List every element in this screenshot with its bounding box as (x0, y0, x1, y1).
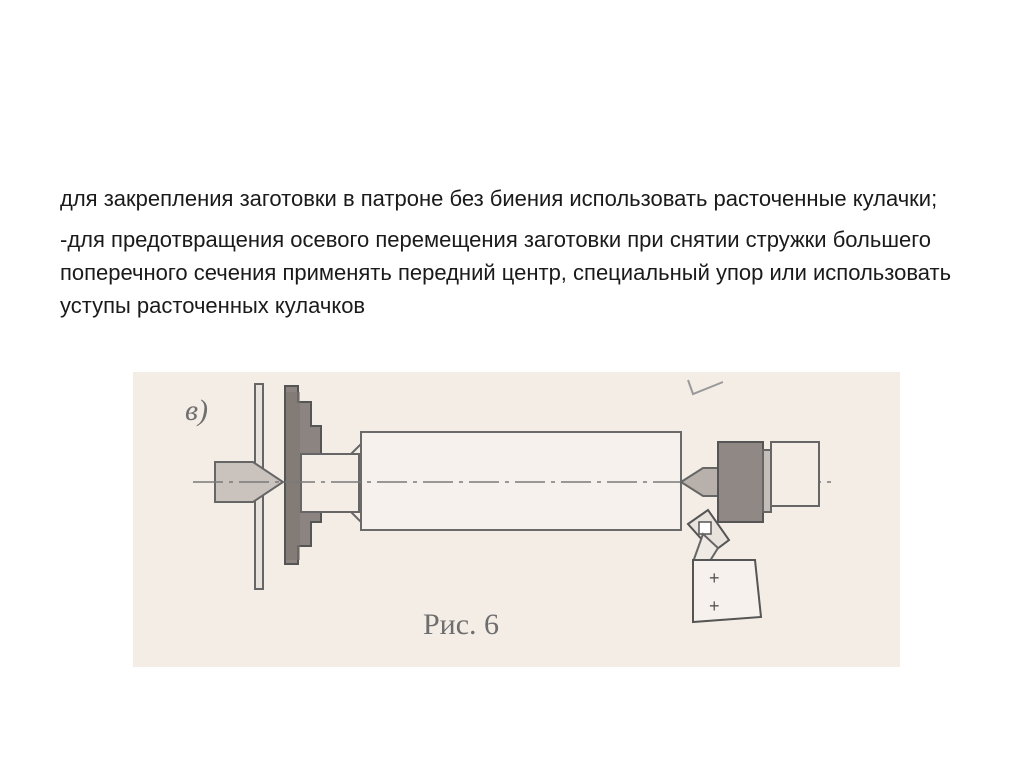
lathe-drawing (133, 372, 900, 667)
tool-holder-body (693, 560, 761, 622)
workpiece-step (301, 454, 359, 512)
paragraph-1: для закрепления заготовки в патроне без биения использовать расточенные кулачки; (60, 186, 938, 211)
corner-mark (688, 380, 723, 394)
lathe-setup-figure (133, 372, 900, 667)
tailstock-center-tip (681, 468, 718, 496)
figure-caption: Рис. 6 (423, 608, 500, 641)
tailstock-collar (763, 450, 771, 512)
workpiece (361, 432, 681, 530)
variant-label: в) (185, 394, 209, 427)
slide-text (60, 182, 960, 330)
insert-screw (699, 522, 711, 534)
tailstock-quill (771, 442, 819, 506)
plus-mark-2: + (709, 596, 720, 616)
chuck-shading (286, 392, 300, 560)
plus-mark-1: + (709, 568, 720, 588)
tailstock-nut (718, 442, 763, 522)
paragraph-2: -для предотвращения осевого перемещения заготовки при снятии стружки большего поперечного сечения применять передний центр, специальный упор или использовать уступы расточенных кулачков (60, 227, 952, 318)
